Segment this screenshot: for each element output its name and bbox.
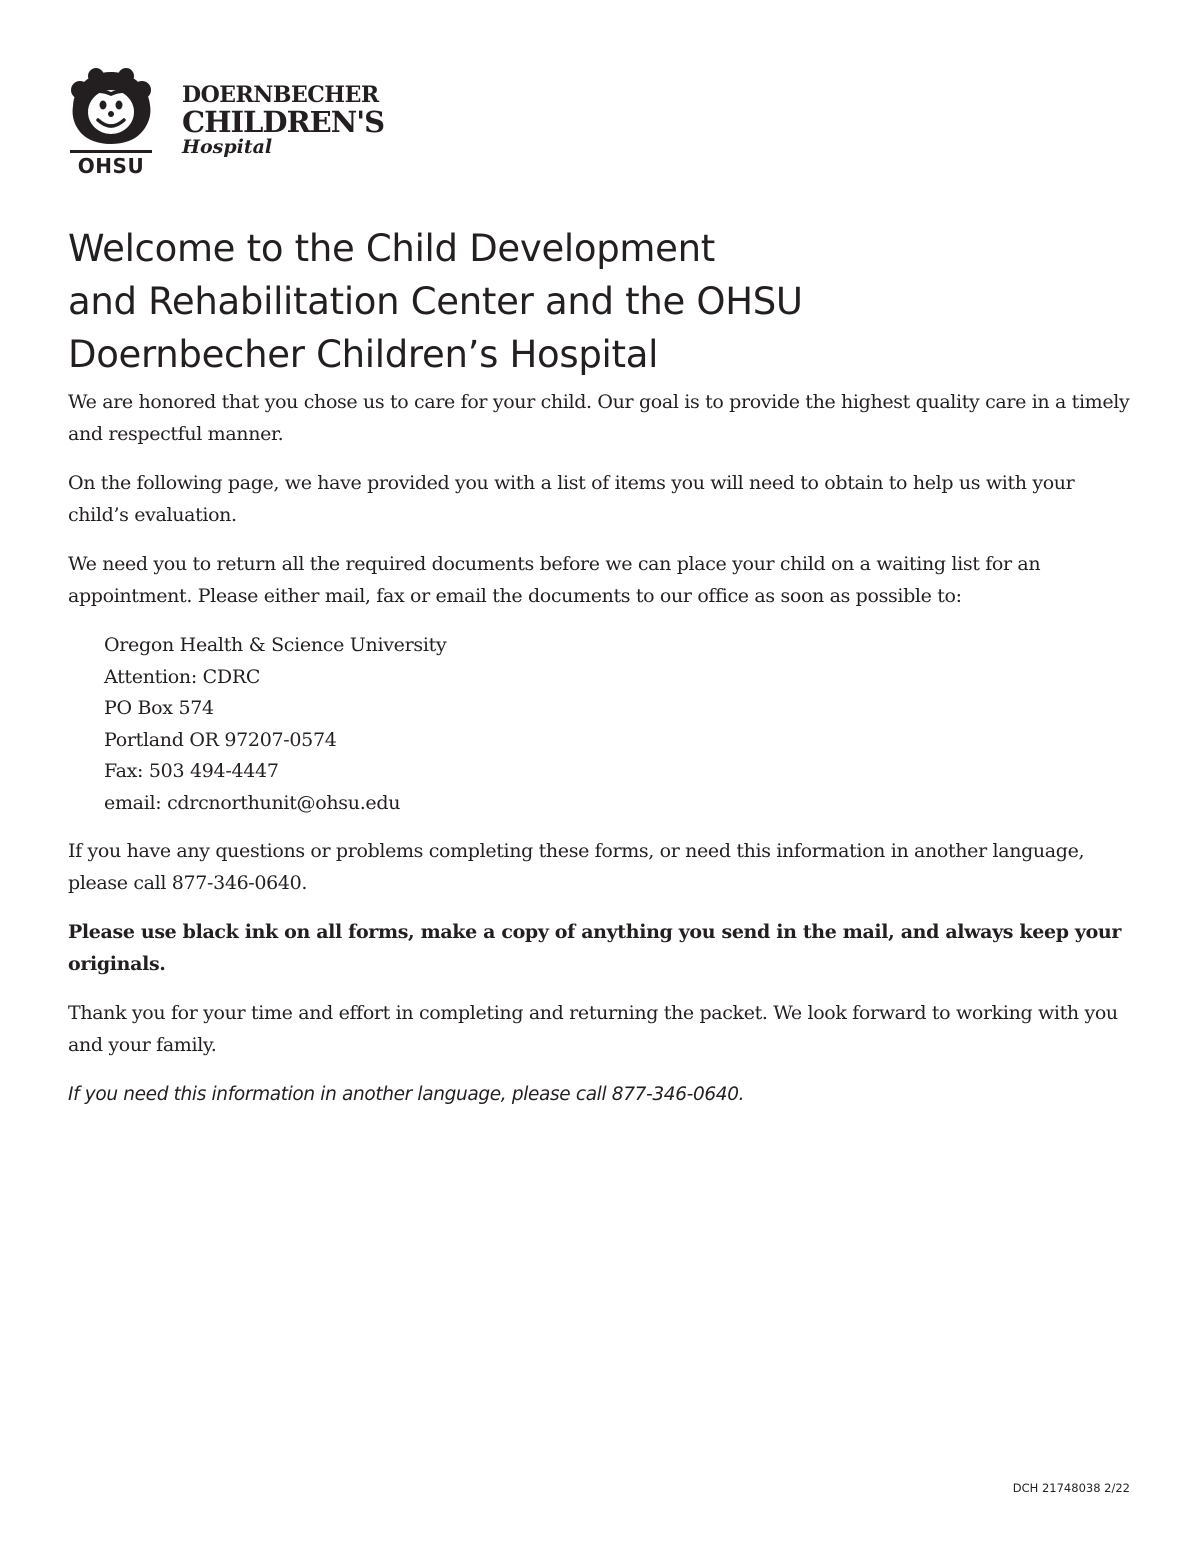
logo-line-doernbecher: DOERNBECHER bbox=[182, 82, 379, 108]
logo-line-hospital: Hospital bbox=[182, 136, 273, 158]
mailing-address bbox=[104, 630, 1136, 819]
address-line-po-box: PO Box 574 bbox=[104, 697, 214, 719]
address-fax: Fax: 503 494-4447 bbox=[104, 760, 279, 782]
intro-paragraph: We are honored that you chose us to care for your child. Our goal is to provide the highest quality care in a timely and respectful manner. bbox=[68, 391, 1130, 445]
logo-line-childrens: CHILDREN'S bbox=[182, 105, 385, 139]
thank-you-paragraph: Thank you for your time and effort in completing and returning the packet. We look forward to working with you and your family. bbox=[68, 1002, 1118, 1056]
title-line-3: Doernbecher Children’s Hospital bbox=[68, 333, 659, 376]
address-line-organization: Oregon Health & Science University bbox=[104, 634, 447, 656]
title-line-2: and Rehabilitation Center and the OHSU bbox=[68, 280, 803, 323]
address-line-attention: Attention: CDRC bbox=[104, 665, 261, 688]
language-note: If you need this information in another language, please call 877-346-0640. bbox=[68, 1084, 745, 1105]
doernbecher-logo bbox=[68, 68, 398, 176]
logo-wordmark bbox=[182, 84, 384, 157]
title-line-1: Welcome to the Child Development bbox=[68, 227, 715, 270]
address-line-city: Portland OR 97207-0574 bbox=[104, 728, 337, 751]
ohsu-logo-text: OHSU bbox=[70, 150, 152, 178]
page-title bbox=[68, 222, 1128, 381]
letter-body bbox=[68, 387, 1136, 1129]
address-email: email: cdrcnorthunit@ohsu.edu bbox=[104, 791, 401, 814]
form-code: DCH 21748038 2/22 bbox=[1012, 1481, 1130, 1495]
questions-paragraph: If you have any questions or problems completing these forms, or need this information in another language, please call 877-346-0640. bbox=[68, 840, 1085, 894]
black-ink-instruction: Please use black ink on all forms, make a copy of anything you send in the mail, and always keep your originals. bbox=[68, 921, 1122, 975]
return-documents-paragraph: We need you to return all the required documents before we can place your child on a waiting list for an appointment. Please either mail, fax or email the documents to our office as soon as possible to: bbox=[68, 553, 1041, 607]
following-page-paragraph: On the following page, we have provided you with a list of items you will need to obtain to help us with your child’s evaluation. bbox=[68, 472, 1075, 526]
